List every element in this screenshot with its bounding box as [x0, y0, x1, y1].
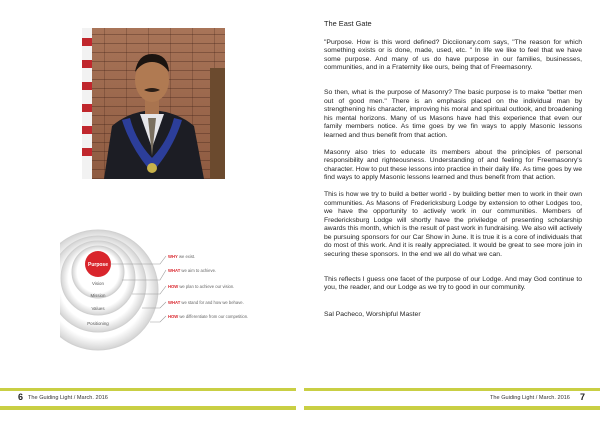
page-number-right: 7: [580, 392, 586, 402]
article-paragraph-purpose-definition: "Purpose. How is this word defined? Dicciionary.com says, "The reason for which something exists or is done, made, used, etc. " In life we like to feel that we have some purpose. And many of us do have purpose in our families, businesses, communities, and in a Fraternity like ours, being that of Freemasonry.: [324, 38, 582, 72]
ring-label-purpose: Purpose: [87, 262, 109, 268]
article-paragraph-education: Masonry also tries to educate its members about the principles of personal responsibility and righteousness. Understanding of and feeling for Freemasonry's character. How to put these lessons into practice in their daily life. As time goes by we find ways to apply Masonic lessons learned and thus benefit from that action.: [324, 148, 582, 182]
callout-how-differentiate: HOW we differentiate from our competition.: [168, 314, 249, 319]
callout-what-achieve: WHAT we aim to achieve.: [168, 268, 217, 273]
ring-label-vision: Vision: [92, 281, 104, 286]
ring-label-positioning: Positioning: [87, 321, 109, 326]
callout-why: WHY we exist.: [168, 254, 196, 259]
footer-band-right: [304, 406, 600, 410]
east-gate-article: [324, 20, 582, 327]
article-signature: Sal Pacheco, Worshipful Master: [324, 310, 421, 318]
portrait-illustration: [82, 28, 225, 179]
ring-label-mission: Mission: [90, 293, 106, 298]
callout-how-vision: HOW we plan to achieve our vision.: [168, 284, 235, 289]
callout-what-stand: WHAT we stand for and how we behave.: [168, 300, 244, 305]
article-heading: The East Gate: [324, 19, 372, 28]
footer-title-right: The Guiding Light / March. 2016: [490, 395, 570, 401]
worshipful-master-photo: [82, 28, 225, 179]
article-paragraph-better-world: This is how we try to build a better world - by building better men to work in their own communities. As Masons of Fredericksburg Lodge by extension to other Lodges too, we have the opportunity to actively work in our communities. Members of Fredericksburg Lodge will shortly have the priviledge of presenting scholarship awards this month, which is the result of past work in fundraising. We also will actively be pursuing sponsors for our Car Show in June. It is true it is a core of individuals that do most of this work. And it is really appreciated. It would be great to see more join in securing these sponsors. In the end we all do what we can.: [324, 190, 582, 259]
article-paragraph-closing: This reflects I guess one facet of the purpose of our Lodge. And may God continue to you, the reader, and our Lodge as we try to good in our community.: [324, 275, 582, 292]
footer-title-left: The Guiding Light / March. 2016: [28, 395, 108, 401]
article-paragraph-purpose-of-masonry: So then, what is the purpose of Masonry? The basic purpose is to make "better men out of good men." There is an emphasis placed on the individual man by strengthening his character, improving his moral and spiritual outlook, and broadening his mental horizons. Many of us Masons have had this experience that even our family members notice. As time goes by we fin ways to apply Masonic lessons learned and thus benefit from that action.: [324, 88, 582, 139]
purpose-rings-diagram: [60, 228, 300, 358]
footer-rule-right: [304, 388, 600, 391]
ring-label-values: Values: [91, 306, 105, 311]
footer-band-left: [0, 406, 296, 410]
footer-rule-left: [0, 388, 296, 391]
page-number-left: 6: [18, 392, 24, 402]
